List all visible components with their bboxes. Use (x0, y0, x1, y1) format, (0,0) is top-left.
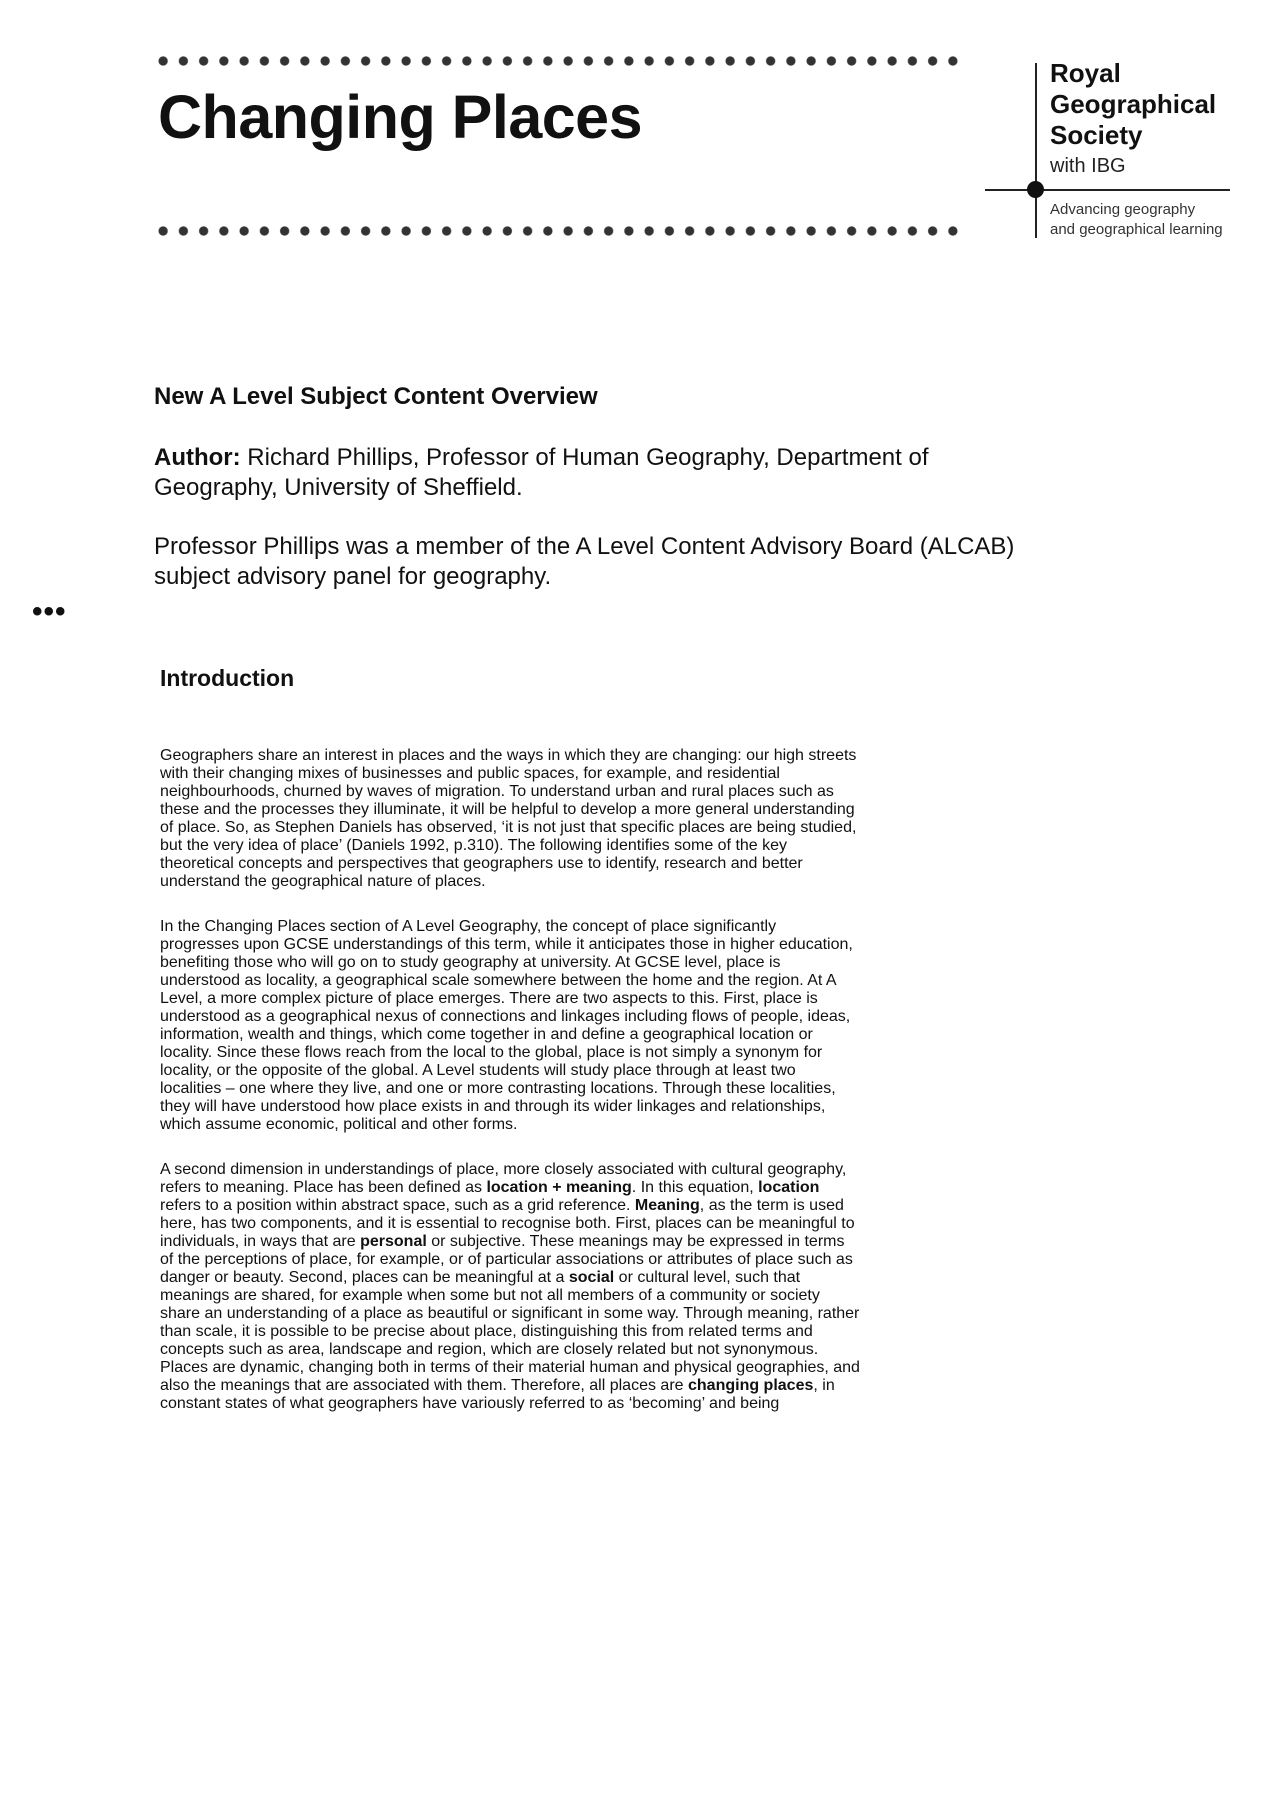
side-ellipsis-marker: ••• (32, 595, 67, 628)
logo-tagline (1050, 200, 1223, 240)
text-span: . In this equation, (631, 1179, 759, 1196)
text-line: locality, or the opposite of the global. A Level students will study place through at least two (160, 1062, 796, 1079)
bottom-dotted-rule (153, 225, 963, 237)
author-line-2: Geography, University of Sheffield. (154, 474, 523, 501)
text-line: information, wealth and things, which come together in and define a geographical location or (160, 1026, 813, 1043)
logo-name-line: Society (1050, 120, 1143, 150)
text-line: localities – one where they live, and one or more contrasting locations. Through these localities, (160, 1080, 836, 1097)
text-line: here, has two components, and it is essential to recognise both. First, places can be meaningful to (160, 1215, 855, 1232)
overview-heading: New A Level Subject Content Overview (154, 383, 598, 410)
text-line: constant states of what geographers have variously referred to as ‘becoming’ and being (160, 1395, 780, 1412)
text-line: with their changing mixes of businesses and public spaces, for example, and residential (160, 765, 780, 782)
text-line: progresses upon GCSE understandings of this term, while it anticipates those in higher education, (160, 936, 853, 953)
text-line (160, 1269, 1220, 1287)
text-line: theoretical concepts and perspectives that geographers use to identify, research and better (160, 855, 803, 872)
text-span: refers to a position within abstract space, such as a grid reference. (160, 1197, 635, 1214)
text-line: Level, a more complex picture of place emerges. There are two aspects to this. First, place is (160, 990, 818, 1007)
text-line: these and the processes they illuminate, it will be helpful to develop a more general understanding (160, 801, 855, 818)
author-line-1: Richard Phillips, Professor of Human Geography, Department of (240, 444, 929, 471)
text-line: which assume economic, political and other forms. (160, 1116, 518, 1133)
text-line: of the perceptions of place, for example, or of particular associations or attributes of place such as (160, 1251, 853, 1268)
introduction-heading: Introduction (160, 665, 295, 691)
text-line: Places are dynamic, changing both in terms of their material human and physical geographies, and (160, 1359, 860, 1376)
bold-term: social (568, 1269, 615, 1286)
logo-with-suffix: IBG (1091, 155, 1126, 177)
text-line: they will have understood how place exists in and through its wider linkages and relationships, (160, 1098, 826, 1115)
logo-dot (1027, 181, 1044, 198)
text-line: understood as a geographical nexus of connections and linkages including flows of people, ideas, (160, 1008, 851, 1025)
text-span: , as the term is used (699, 1197, 844, 1214)
text-span: or subjective. These meanings may be expressed in terms (426, 1233, 845, 1250)
author-label: Author: (154, 444, 241, 471)
logo-horizontal-line (985, 189, 1230, 191)
text-span: also the meanings that are associated with them. Therefore, all places are (160, 1377, 688, 1394)
text-line (160, 1197, 1220, 1215)
author-credit (154, 443, 1054, 503)
bold-term: Meaning (634, 1197, 700, 1214)
text-line: share an understanding of a place as beautiful or significant in some way. Through meaning, rather (160, 1305, 860, 1322)
logo-tagline-line: and geographical learning (1050, 221, 1223, 238)
panel-line-2: subject advisory panel for geography. (154, 563, 552, 590)
text-line (160, 1233, 1220, 1251)
text-line: neighbourhoods, churned by waves of migration. To understand urban and rural places such as (160, 783, 834, 800)
text-line: but the very idea of place’ (Daniels 1992, p.310). The following identifies some of the key (160, 837, 788, 854)
text-line: than scale, it is possible to be precise about place, distinguishing this from related terms and (160, 1323, 813, 1340)
panel-line-1: Professor Phillips was a member of the A Level Content Advisory Board (ALCAB) (154, 533, 1015, 560)
top-dotted-rule (153, 55, 963, 67)
logo-with-prefix: with (1050, 155, 1086, 177)
logo-tagline-line: Advancing geography (1050, 201, 1196, 218)
document-title: Changing Places (158, 83, 643, 151)
logo-with-ibg (1050, 155, 1126, 178)
text-span: , in (813, 1377, 835, 1394)
text-span: refers to meaning. Place has been defined as (160, 1179, 487, 1196)
logo-vertical-line (1035, 63, 1037, 238)
text-line (160, 1377, 1220, 1395)
panel-membership (154, 532, 1054, 592)
logo-name-line: Geographical (1050, 89, 1217, 119)
text-line: locality. Since these flows reach from the local to the global, place is not simply a synonym for (160, 1044, 823, 1061)
logo-name (1050, 58, 1216, 151)
text-line: of place. So, as Stephen Daniels has observed, ‘it is not just that specific places are being studied, (160, 819, 857, 836)
text-line: Geographers share an interest in places and the ways in which they are changing: our high streets (160, 747, 857, 764)
text-line (160, 1179, 1220, 1197)
bold-term: location + meaning (486, 1179, 632, 1196)
text-line: concepts such as area, landscape and region, which are closely related but not synonymous. (160, 1341, 819, 1358)
text-line: understood as locality, a geographical scale somewhere between the home and the region. At A (160, 972, 837, 989)
text-line: meanings are shared, for example when some but not all members of a community or society (160, 1287, 820, 1304)
text-span: individuals, in ways that are (160, 1233, 361, 1250)
text-line: In the Changing Places section of A Level Geography, the concept of place significantly (160, 918, 777, 935)
logo-name-line: Royal (1050, 58, 1121, 88)
text-line: benefiting those who will go on to study geography at university. At GCSE level, place is (160, 954, 781, 971)
bold-term: personal (360, 1233, 427, 1250)
text-span: danger or beauty. Second, places can be meaningful at a (160, 1269, 569, 1286)
text-span: or cultural level, such that (614, 1269, 801, 1286)
introduction-body (160, 720, 1220, 1440)
text-line: understand the geographical nature of places. (160, 873, 486, 890)
bold-term: changing places (688, 1377, 814, 1394)
text-line: A second dimension in understandings of place, more closely associated with cultural geography, (160, 1161, 847, 1178)
bold-term: location (758, 1179, 820, 1196)
